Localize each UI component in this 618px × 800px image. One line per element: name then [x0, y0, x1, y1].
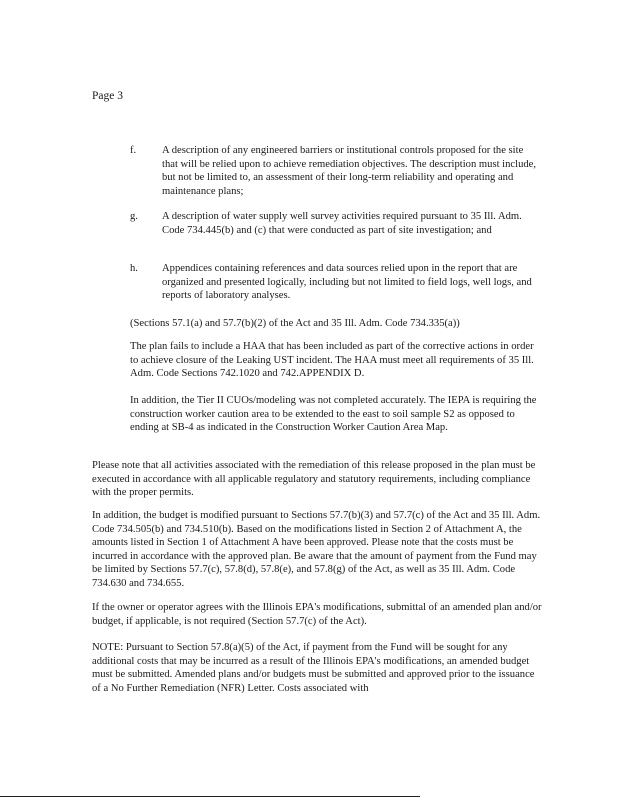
- list-marker: f.: [130, 145, 137, 156]
- tier-paragraph: In addition, the Tier II CUOs/modeling was not completed accurately. The IEPA is requiring the construction worker caution area to be extended to the east to soil sample S2 as opposed to ending at SB-4 as indicated in the Construction Worker Caution Area Map.: [130, 395, 537, 433]
- list-marker: h.: [130, 263, 138, 274]
- plan-paragraph: The plan fails to include a HAA that has been included as part of the corrective actions in order to achieve closure of the Leaking UST incident. The HAA must meet all requirements of 35 Ill. Adm. Code Sections 742.1020 and 742.APPENDIX D.: [130, 341, 534, 379]
- list-item-text: A description of water supply well survey activities required pursuant to 35 Ill. Adm. Code 734.445(b) and (c) that were conducted as part of site investigation; and: [162, 211, 522, 236]
- list-item: [130, 210, 550, 252]
- note2-paragraph: NOTE: Pursuant to Section 57.8(a)(5) of the Act, if payment from the Fund will be sought for any additional costs that may be incurred as a result of the Illinois EPA's modifications, an amended budget must be submitted. Amended plans and/or budgets must be submitted and approved prior to the issuance of a No Further Remediation (NFR) Letter. Costs associated with: [92, 642, 535, 694]
- owner-paragraph: If the owner or operator agrees with the Illinois EPA's modifications, submittal of an amended plan and/or budget, if applicable, is not required (Section 57.7(c) of the Act).: [92, 602, 542, 627]
- note-paragraph: Please note that all activities associated with the remediation of this release proposed in the plan must be executed in accordance with all applicable regulatory and statutory requirements, including compliance with the proper permits.: [92, 460, 536, 498]
- list-item: [130, 262, 550, 304]
- list-item-text: Appendices containing references and data sources relied upon in the report that are organized and presented logically, including but not limited to field logs, well logs, and reports of laboratory analyses.: [162, 263, 532, 301]
- list-item-text: A description of any engineered barriers or institutional controls proposed for the site that will be relied upon to achieve remediation objectives. The description must include, but not be limited to, an assessment of their long-term reliability and operating and maintenance plans;: [162, 145, 537, 197]
- page-number: Page 3: [92, 90, 123, 102]
- list-marker: g.: [130, 211, 138, 222]
- budget-paragraph: In addition, the budget is modified pursuant to Sections 57.7(b)(3) and 57.7(c) of the Act and 35 Ill. Adm. Code 734.505(b) and 734.510(b). Based on the modifications listed in Section 2 of Attachment A, the amounts listed in Section 1 of Attachment A have been approved. Please note that the costs must be incurred in accordance with the approved plan. Be aware that the amount of payment from the Fund may be limited by Sections 57.7(c), 57.8(d), 57.8(e), and 57.8(g) of the Act, as well as 35 Ill. Adm. Code 734.630 and 734.655.: [92, 510, 541, 589]
- footer-rule: [0, 796, 420, 797]
- list-item: [130, 144, 550, 200]
- sections-reference: (Sections 57.1(a) and 57.7(b)(2) of the Act and 35 Ill. Adm. Code 734.335(a)): [130, 318, 460, 329]
